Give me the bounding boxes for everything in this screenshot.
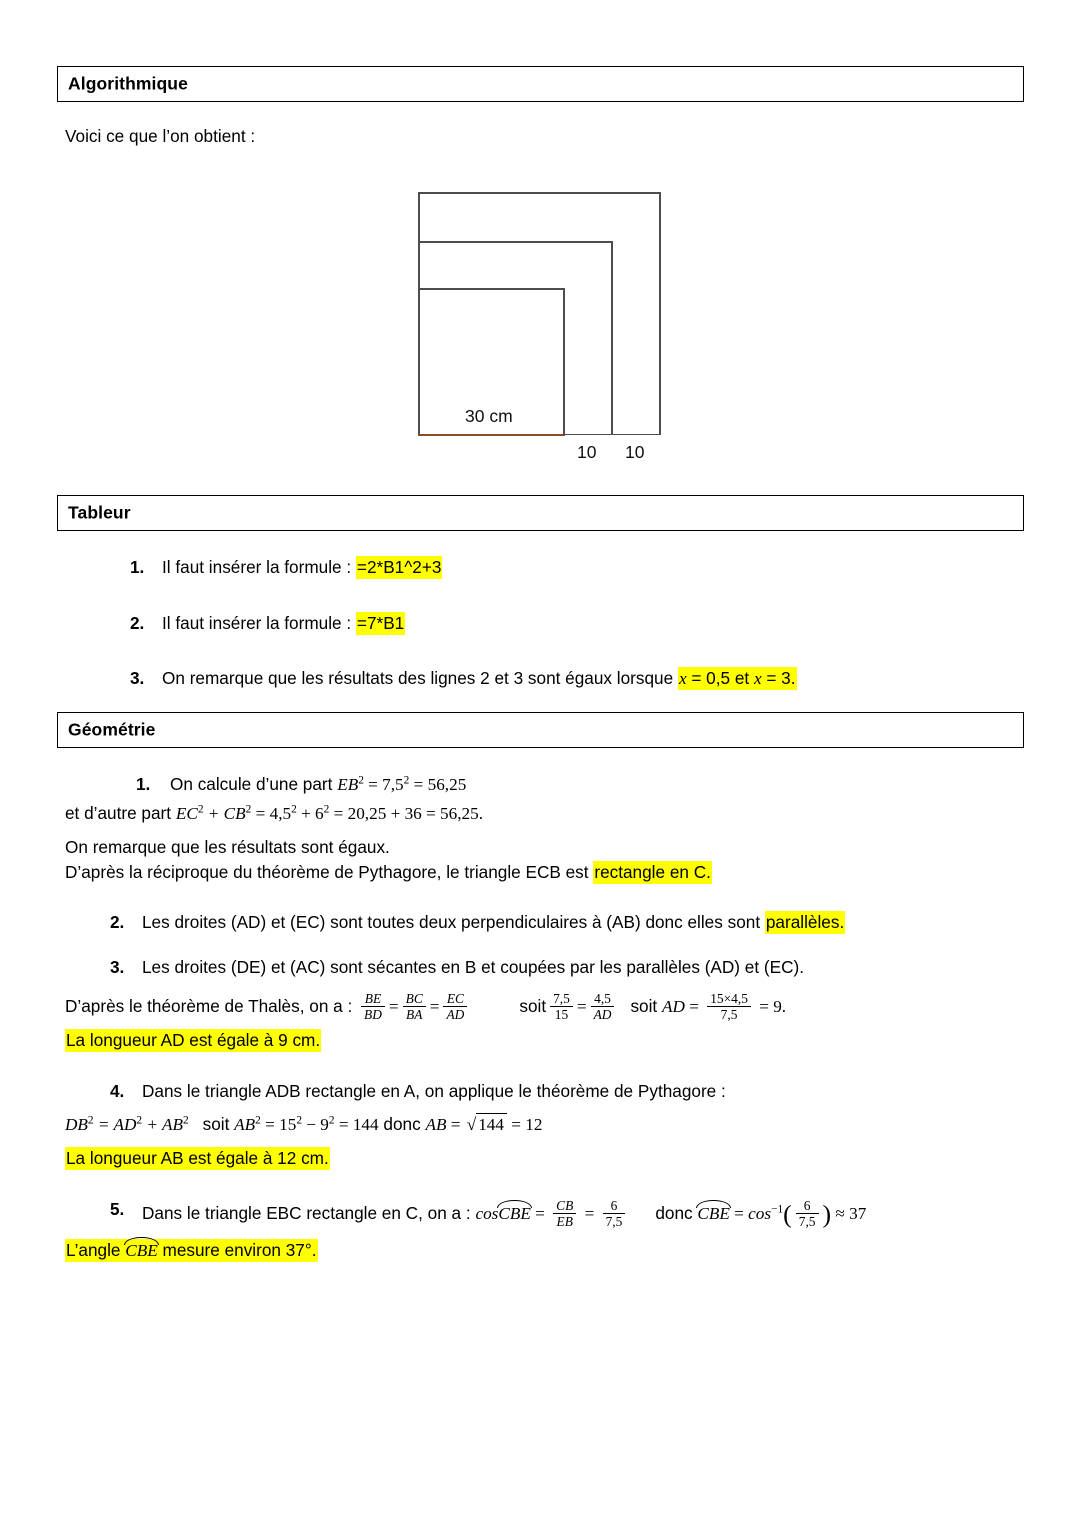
fraction-cb-eb <box>553 1198 576 1229</box>
fraction-6-75-b-denominator: 7,5 <box>798 1214 816 1230</box>
figure-label-step-1: 10 <box>577 442 597 462</box>
fraction-bc-ba-numerator: BC <box>403 991 426 1007</box>
fraction-15x45-75-denominator: 7,5 <box>720 1007 738 1023</box>
tableur-item-3-var-2: x <box>753 669 762 688</box>
geometrie-item-4-ab: + AB <box>142 1115 183 1134</box>
fraction-be-bd-numerator: BE <box>361 991 385 1007</box>
geometrie-item-4-db-exp: 2 <box>87 1114 94 1127</box>
geometrie-item-5-line1-pre: Dans le triangle EBC rectangle en C, on a : <box>142 1203 476 1224</box>
geometrie-item-3-equals-4: = <box>684 997 704 1017</box>
fraction-75-15-numerator: 7,5 <box>550 991 573 1007</box>
geometrie-item-4-line-2 <box>65 1113 542 1135</box>
geometrie-item-5-conclusion-post: mesure environ 37°. <box>157 1240 317 1260</box>
sqrt-144 <box>465 1113 507 1135</box>
geometrie-item-4-ab2: AB <box>234 1115 256 1134</box>
geometrie-item-2-conclusion: parallèles. <box>765 912 845 932</box>
fraction-6-75-a-denominator: 7,5 <box>605 1214 623 1230</box>
section-title-geometrie: Géométrie <box>68 719 156 740</box>
figure-inner-top-line <box>418 288 565 290</box>
fraction-6-75-a <box>603 1198 626 1229</box>
geometrie-item-1-line2-pre: et d’autre part <box>65 803 176 823</box>
fraction-6-75-a-numerator: 6 <box>603 1198 626 1214</box>
geometrie-item-1-result: = 56,25 <box>409 775 467 794</box>
geometrie-item-1-ec-exp: 2 <box>197 803 204 816</box>
geometrie-item-5-line-1 <box>142 1199 866 1230</box>
geometrie-item-4-ad: = AD <box>93 1115 137 1134</box>
tableur-item-3-var-1: x <box>678 669 687 688</box>
geometrie-item-1-m3-exp: 2 <box>291 803 297 816</box>
geometrie-item-1-cb-exp: 2 <box>245 803 252 816</box>
fraction-75-15-denominator: 15 <box>554 1007 569 1023</box>
fraction-cb-eb-numerator: CB <box>553 1198 576 1214</box>
section-title-tableur: Tableur <box>68 502 131 523</box>
geometrie-item-1-line1-pre: On calcule d’une part <box>170 774 338 794</box>
geometrie-item-5-eq-3: = <box>729 1204 749 1224</box>
tableur-item-1-body <box>162 557 442 578</box>
tableur-item-3-body <box>162 668 797 689</box>
geometrie-item-1-eb-exp: 2 <box>358 774 364 787</box>
fraction-ec-ad-numerator: EC <box>443 991 467 1007</box>
geometrie-item-4-soit: soit <box>202 1114 230 1134</box>
fraction-bc-ba <box>403 991 426 1022</box>
geometrie-item-5-number: 5. <box>110 1199 125 1219</box>
geometrie-item-3-soit-2: soit <box>630 996 658 1017</box>
fraction-15x45-75-numerator: 15×4,5 <box>707 991 751 1007</box>
figure-outer-top-line <box>418 192 661 194</box>
figure-base-line-remainder <box>564 434 661 436</box>
geometrie-item-4-m5: = 15 <box>260 1115 297 1134</box>
tableur-item-1-formula: =2*B1^2+3 <box>356 557 442 577</box>
section-title-algorithmique: Algorithmique <box>68 73 188 94</box>
figure-middle-top-line <box>418 241 613 243</box>
geometrie-item-1-m4-exp: 2 <box>323 803 330 816</box>
angle-cbe-3: CBE <box>125 1238 157 1261</box>
fraction-cb-eb-denominator: EB <box>556 1214 573 1230</box>
fraction-be-bd <box>361 991 385 1022</box>
fraction-15x45-75 <box>707 991 751 1022</box>
geometrie-item-4-ad-exp: 2 <box>136 1114 143 1127</box>
geometrie-item-4-db: DB <box>65 1115 88 1134</box>
geometrie-item-3-conclusion: La longueur AD est égale à 9 cm. <box>66 1030 321 1050</box>
geometrie-item-4-m7: = 144 <box>334 1115 379 1134</box>
geometrie-item-3-conclusion-line <box>65 1030 321 1051</box>
fraction-75-15 <box>550 991 573 1022</box>
geometrie-item-4-ab-exp: 2 <box>182 1114 189 1127</box>
fraction-ec-ad-denominator: AD <box>446 1007 465 1023</box>
figure-outer-right-line <box>659 192 661 435</box>
geometrie-item-5-eq-2: = <box>580 1204 599 1224</box>
geometrie-item-4-m9: = <box>446 1115 465 1134</box>
sqrt-144-radicand: 144 <box>476 1113 507 1135</box>
geometrie-item-4-m5-exp: 2 <box>296 1114 302 1127</box>
figure-left-line <box>418 192 420 435</box>
geometrie-item-3-equals-3: = <box>576 997 587 1017</box>
geometrie-item-4-m6: − 9 <box>301 1115 329 1134</box>
geometrie-item-1-number: 1. <box>136 774 151 794</box>
tableur-item-2-body <box>162 613 405 634</box>
geometrie-item-4-ab3: AB <box>425 1115 447 1134</box>
geometrie-item-5-cos-label: cos <box>475 1204 499 1224</box>
geometrie-item-3-number: 3. <box>110 957 125 977</box>
figure-label-30cm: 30 cm <box>465 406 513 426</box>
geometrie-item-3-result: = 9. <box>754 997 787 1017</box>
tableur-item-3-number: 3. <box>130 668 145 688</box>
fraction-45-ad-denominator: AD <box>593 1007 612 1023</box>
geometrie-item-5-cos-inv-exp: −1 <box>771 1203 784 1216</box>
tableur-item-2-number: 2. <box>130 613 145 633</box>
geometrie-item-2-body <box>142 912 845 933</box>
geometrie-item-3-ad-label: AD <box>661 997 685 1017</box>
geometrie-item-5-approx: ≈ 37 <box>831 1204 867 1224</box>
geometrie-item-5-paren-open: ( <box>783 1199 792 1229</box>
tableur-item-3-text: On remarque que les résultats des lignes 2 et 3 sont égaux lorsque <box>162 668 678 688</box>
fraction-45-ad-numerator: 4,5 <box>591 991 615 1007</box>
geometrie-item-4-conclusion-line <box>65 1148 330 1169</box>
tableur-item-3-eq-2: = 3. <box>761 668 796 688</box>
geometrie-item-1-line4-pre: D’après la réciproque du théorème de Pythagore, le triangle ECB est <box>65 862 594 882</box>
geometrie-item-4-conclusion: La longueur AB est égale à 12 cm. <box>66 1148 329 1168</box>
geometrie-item-5-conclusion-pre: L’angle <box>66 1240 126 1260</box>
geometrie-item-5-eq-1: = <box>530 1204 550 1224</box>
geometrie-item-3-equals-1: = <box>388 997 399 1017</box>
figure-base-line-30cm <box>418 434 565 436</box>
fraction-be-bd-denominator: BD <box>364 1007 382 1023</box>
fraction-bc-ba-denominator: BA <box>406 1007 423 1023</box>
geometrie-item-1-m3: = 4,5 <box>251 804 292 823</box>
fraction-6-75-b-numerator: 6 <box>796 1198 819 1214</box>
geometrie-item-3-line-2 <box>65 992 786 1023</box>
geometrie-item-5-paren-close: ) <box>822 1199 832 1229</box>
geometrie-item-1-eb: EB <box>337 775 359 794</box>
angle-cbe-2: CBE <box>697 1201 729 1224</box>
geometrie-item-4-m10: = 12 <box>506 1115 543 1134</box>
geometrie-item-4-number: 4. <box>110 1081 125 1101</box>
geometrie-item-4-ab2-exp: 2 <box>255 1114 261 1127</box>
geometrie-item-1-rest: = 7,5 <box>363 775 404 794</box>
geometrie-item-5-cos-inv: cos <box>748 1204 772 1224</box>
geometrie-item-4-m6-exp: 2 <box>328 1114 335 1127</box>
nested-squares-figure <box>410 180 690 470</box>
tableur-item-2-text: Il faut insérer la formule : <box>162 613 356 633</box>
geometrie-item-5-conclusion-line <box>65 1238 318 1261</box>
geometrie-item-1-conclusion: rectangle en C. <box>594 862 711 882</box>
fraction-6-75-b <box>796 1198 819 1229</box>
angle-cbe-1: CBE <box>498 1201 530 1224</box>
geometrie-item-1-line-3: On remarque que les résultats sont égaux. <box>65 837 390 857</box>
sqrt-symbol-icon: √ <box>466 1115 477 1134</box>
geometrie-item-1-line-4 <box>65 862 712 883</box>
tableur-item-1-number: 1. <box>130 557 145 577</box>
geometrie-item-4-line-1: Dans le triangle ADB rectangle en A, on applique le théorème de Pythagore : <box>142 1081 726 1101</box>
algorithmique-intro-text: Voici ce que l’on obtient : <box>65 126 256 146</box>
fraction-ec-ad <box>443 991 467 1022</box>
geometrie-item-2-number: 2. <box>110 912 125 932</box>
geometrie-item-1-m4: + 6 <box>296 804 324 823</box>
section-header-tableur <box>57 495 1024 531</box>
tableur-item-3-solution <box>678 667 797 690</box>
tableur-item-2-formula: =7*B1 <box>356 613 405 633</box>
fraction-45-ad <box>591 991 615 1022</box>
geometrie-item-5-donc: donc <box>655 1203 693 1224</box>
geometrie-item-3-equals-2: = <box>429 997 440 1017</box>
geometrie-item-5-conclusion <box>65 1239 318 1262</box>
geometrie-item-1-exp-2: 2 <box>403 774 410 787</box>
geometrie-item-1-line-1 <box>170 774 466 795</box>
geometrie-item-1-cb: + CB <box>203 804 246 823</box>
geometrie-item-3-soit-1: soit <box>519 996 547 1017</box>
tableur-item-3-eq-1: = 0,5 et <box>686 668 754 688</box>
geometrie-item-2-text: Les droites (AD) et (EC) sont toutes deux perpendiculaires à (AB) donc elles sont <box>142 912 765 932</box>
geometrie-item-3-line2-pre: D’après le théorème de Thalès, on a : <box>65 996 358 1017</box>
geometrie-item-3-line-1: Les droites (DE) et (AC) sont sécantes en B et coupées par les parallèles (AD) et (EC). <box>142 957 804 977</box>
section-header-geometrie <box>57 712 1024 748</box>
figure-label-step-2: 10 <box>625 442 645 462</box>
figure-inner-right-line <box>563 288 565 435</box>
figure-middle-right-line <box>611 241 613 435</box>
section-header-algorithmique <box>57 66 1024 102</box>
geometrie-item-1-ec: EC <box>175 804 198 823</box>
geometrie-item-4-donc: donc <box>383 1114 421 1134</box>
geometrie-item-1-line-2 <box>65 803 483 824</box>
tableur-item-1-text: Il faut insérer la formule : <box>162 557 356 577</box>
geometrie-item-1-m5: = 20,25 + 36 = 56,25. <box>329 804 484 823</box>
